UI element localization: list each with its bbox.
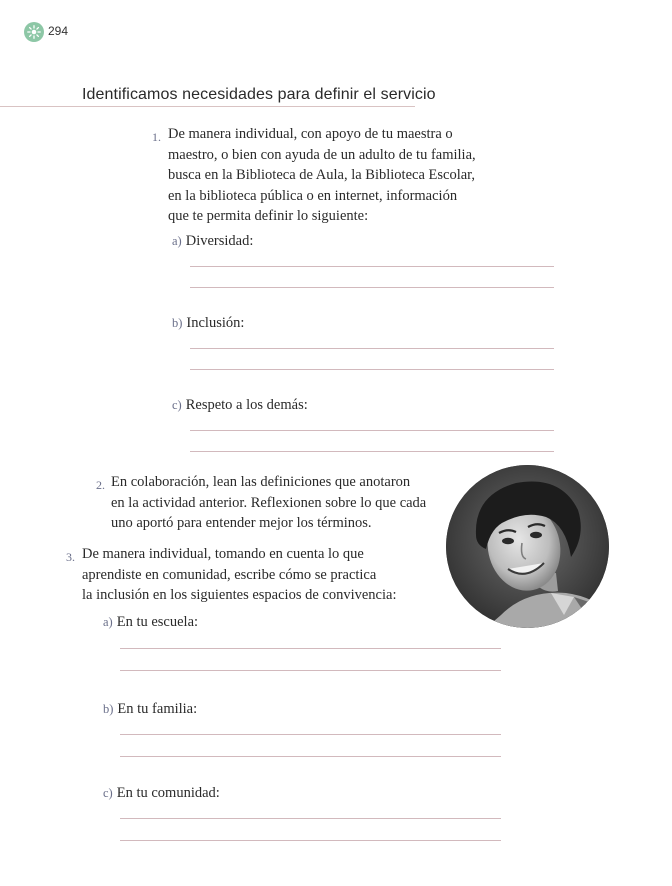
activity-1-line: De manera individual, con apoyo de tu maestra o [168,126,453,142]
item-label: En tu escuela: [116,614,199,630]
activity-3-line: De manera individual, tomando en cuenta lo que [82,546,364,562]
answer-line[interactable] [120,734,501,735]
page-number: 294 [48,24,69,38]
item-letter: c) [172,398,182,412]
page-badge [24,22,44,42]
portrait-illustration [446,465,609,628]
item-letter: c) [103,786,113,800]
answer-line[interactable] [120,840,501,841]
activity-1-item-b [172,315,244,332]
activity-1-number: 1. [152,130,161,144]
answer-line[interactable] [190,369,554,370]
activity-3-number: 3. [66,550,75,564]
answer-line[interactable] [120,756,501,757]
activity-1-line: maestro, o bien con ayuda de un adulto de tu familia, [168,146,476,163]
section-divider [0,106,415,107]
activity-3-line: la inclusión en los siguientes espacios de convivencia: [82,587,397,603]
section-title: Identificamos necesidades para definir el servicio [82,86,436,103]
answer-line[interactable] [190,266,554,267]
item-letter: a) [172,234,182,248]
activity-3-item-c [103,785,220,802]
answer-line[interactable] [120,670,501,671]
sun-flower-icon [27,25,41,39]
answer-line[interactable] [190,348,554,349]
activity-3-item-b [103,701,197,718]
item-letter: b) [103,702,114,716]
student-portrait-photo [446,465,609,628]
activity-1-line: que te permita definir lo siguiente: [168,208,369,224]
item-label: Inclusión: [186,315,245,331]
activity-2-line: uno aportó para entender mejor los términos. [111,515,372,531]
activity-3-line: aprendiste en comunidad, escribe cómo se practica [82,566,377,583]
item-label: En tu comunidad: [116,785,220,801]
answer-line[interactable] [190,287,554,288]
activity-1-item-c [172,397,308,414]
activity-1-line: en la biblioteca pública o en internet, información [168,187,458,204]
activity-3-item-a [103,614,198,631]
answer-line[interactable] [120,648,501,649]
activity-1-item-a [172,233,253,250]
item-letter: a) [103,615,113,629]
activity-2-line: en la actividad anterior. Reflexionen sobre lo que cada [111,494,427,511]
activity-2-text [111,472,441,534]
item-letter: b) [172,316,183,330]
activity-3-text [82,544,422,606]
item-label: Diversidad: [185,233,254,249]
answer-line[interactable] [190,430,554,431]
item-label: En tu familia: [117,701,198,717]
answer-line[interactable] [190,451,554,452]
answer-line[interactable] [120,818,501,819]
activity-1-line: busca en la Biblioteca de Aula, la Biblioteca Escolar, [168,167,476,183]
activity-2-line: En colaboración, lean las definiciones que anotaron [111,474,411,490]
activity-1-text [168,124,498,227]
item-label: Respeto a los demás: [185,397,308,413]
activity-2-number: 2. [96,478,105,492]
